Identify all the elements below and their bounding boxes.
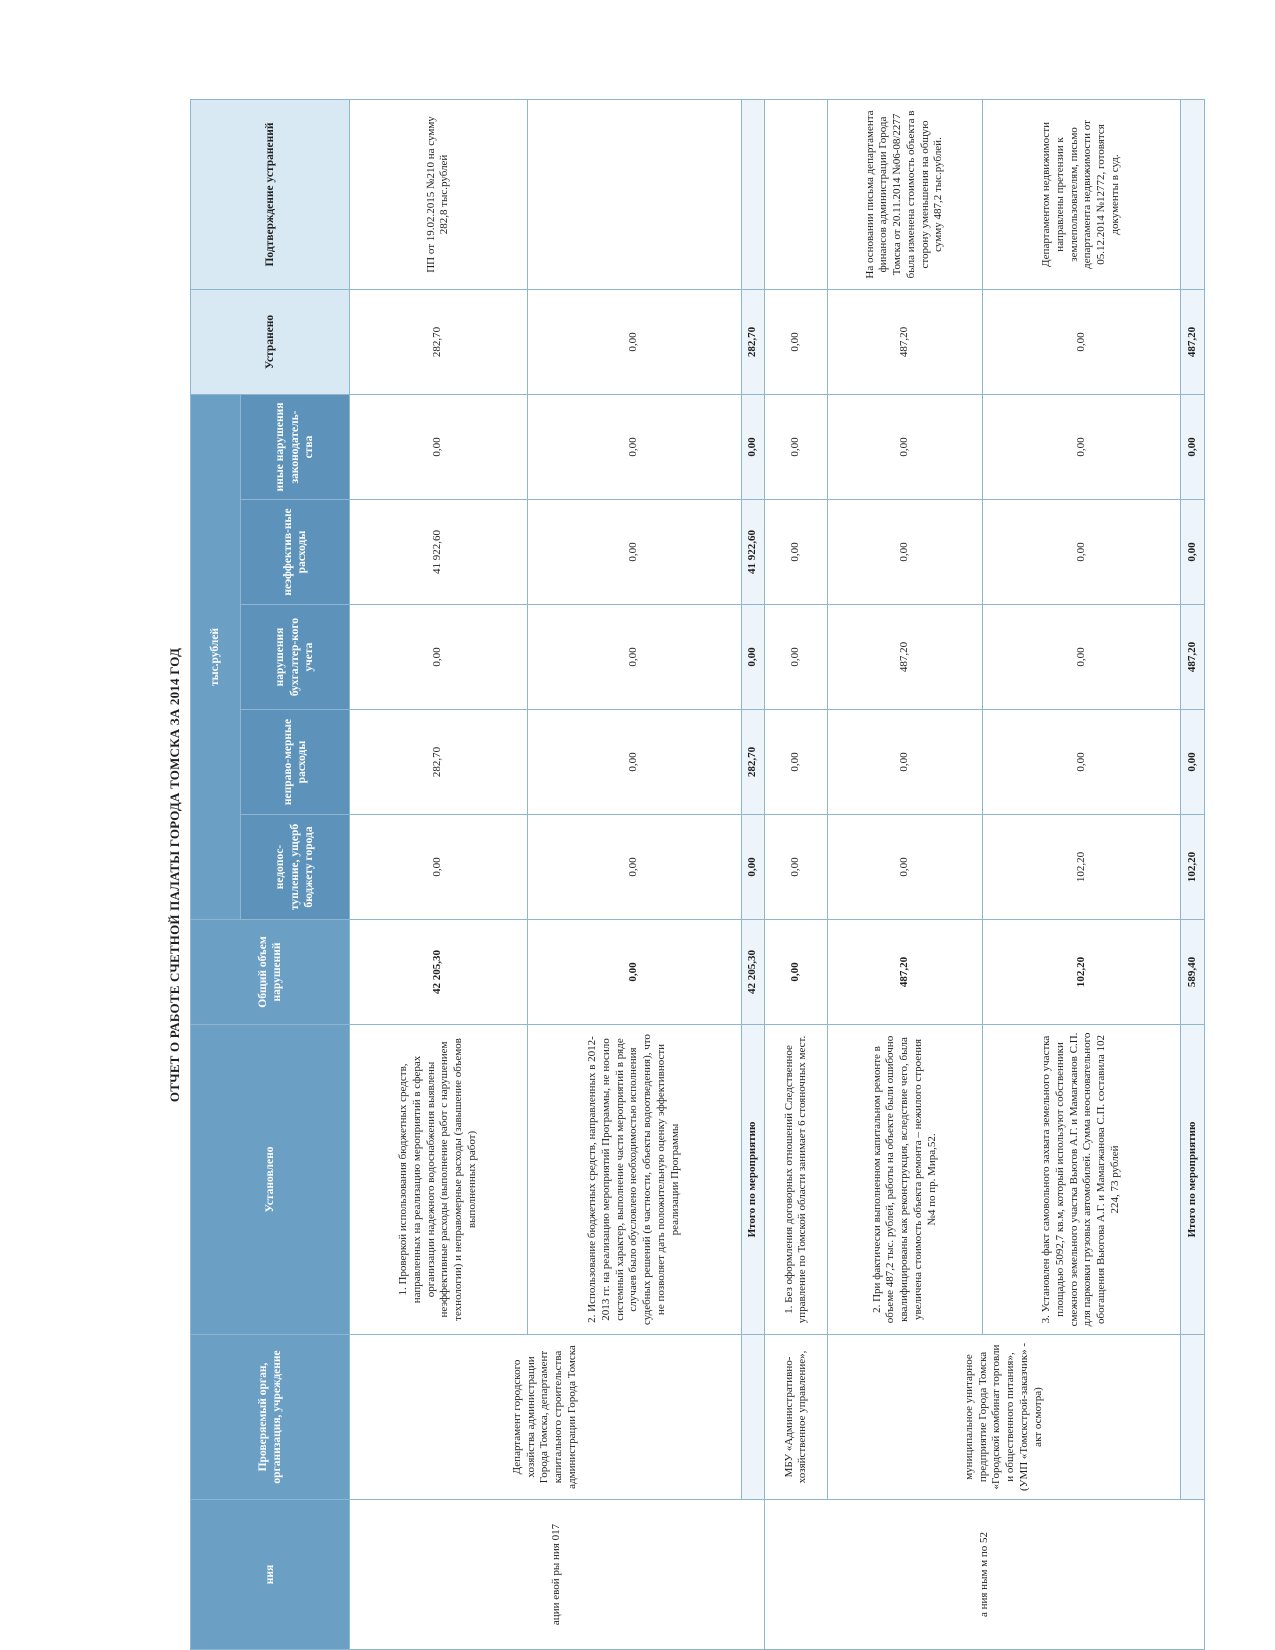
value-cell: 0,00 bbox=[828, 500, 983, 605]
header-sub-shortfall: недопос-тупление, ущерб бюджету города bbox=[241, 815, 350, 920]
total-cell: 102,20 bbox=[982, 920, 1180, 1025]
value-cell: 41 922,60 bbox=[350, 500, 528, 605]
total-cell: 487,20 bbox=[828, 920, 983, 1025]
empty-cell bbox=[1181, 1335, 1205, 1500]
header-sub-other: иные нарушения законодатель-ства bbox=[241, 394, 350, 499]
total-cell: 42 205,30 bbox=[350, 920, 528, 1025]
value-cell: 0,00 bbox=[741, 815, 765, 920]
header-sub-unlawful: неправо-мерные расходы bbox=[241, 710, 350, 815]
subtotal-row bbox=[741, 99, 765, 1649]
table-row bbox=[350, 99, 528, 1649]
fixed-cell: 0,00 bbox=[982, 289, 1180, 394]
value-cell: 102,20 bbox=[982, 815, 1180, 920]
value-cell: 0,00 bbox=[527, 815, 741, 920]
fixed-cell: 282,70 bbox=[741, 289, 765, 394]
report-table-container bbox=[190, 100, 1205, 1650]
event-cell: а ния ным м по 52 bbox=[765, 1500, 1205, 1650]
empty-cell bbox=[741, 1335, 765, 1500]
header-total: Общий объем нарушений bbox=[191, 920, 350, 1025]
found-cell: 3. Установлен факт самовольного захвата земельного участка площадью 5092,7 кв.м, который используют собственники смежного земельного участка Вьюгов А.Г. и Мамагжанов С.П. для парковки грузовых автомобилей. Сумма неосновательного обогащения Вьюгова А.Г. и Мамагжанова С.П. составила 102 224, 73 рублей bbox=[982, 1025, 1180, 1335]
value-cell: 487,20 bbox=[1181, 605, 1205, 710]
report-table bbox=[190, 99, 1205, 1650]
header-found: Установлено bbox=[191, 1025, 350, 1335]
value-cell: 0,00 bbox=[527, 710, 741, 815]
header-sub-ineffective: неэффектив-ные расходы bbox=[241, 500, 350, 605]
total-cell: 42 205,30 bbox=[741, 920, 765, 1025]
event-cell: ации евой ры ния 017 bbox=[350, 1500, 765, 1650]
value-cell: 0,00 bbox=[828, 815, 983, 920]
value-cell: 0,00 bbox=[350, 815, 528, 920]
header-group-units: тыс.рублей bbox=[191, 394, 241, 919]
value-cell: 0,00 bbox=[982, 710, 1180, 815]
confirm-cell bbox=[765, 99, 828, 289]
value-cell: 41 922,60 bbox=[741, 500, 765, 605]
value-cell: 0,00 bbox=[828, 394, 983, 499]
value-cell: 0,00 bbox=[765, 500, 828, 605]
found-cell: 2. При фактически выполненном капитальном ремонте в объеме 487,2 тыс. рублей, работы на объекте были ошибочно квалифицированы как реконструкция, вследствие чего, была увеличена стоимость объекта ремонта – нежилого строения №4 по пр. Мира,52. bbox=[828, 1025, 983, 1335]
body-cell: МБУ «Административно-хозяйственное управление», bbox=[765, 1335, 828, 1500]
value-cell: 0,00 bbox=[1181, 710, 1205, 815]
found-cell: 2. Использование бюджетных средств, направленных в 2012-2013 гг. на реализацию мероприятий Программы, не носило системный характер, выполнение части мероприятий в ряде случаев было обусловлено необходимостью исполнения судебных решений (в частности, объекты водоотведения), что не позволяет дать положительную оценку эффективности реализации Программы bbox=[527, 1025, 741, 1335]
body-cell: Департамент городского хозяйства администрации Города Томска, департамент капитального строительства администрации Города Томска bbox=[350, 1335, 742, 1500]
value-cell: 0,00 bbox=[741, 605, 765, 710]
table-row bbox=[828, 99, 983, 1649]
empty-cell bbox=[1181, 99, 1205, 289]
fixed-cell: 487,20 bbox=[828, 289, 983, 394]
value-cell: 102,20 bbox=[1181, 815, 1205, 920]
value-cell: 0,00 bbox=[828, 710, 983, 815]
subtotal-label: Итого по мероприятию bbox=[741, 1025, 765, 1335]
header-confirm: Подтверждение устранений bbox=[191, 99, 350, 289]
empty-cell bbox=[741, 99, 765, 289]
value-cell: 0,00 bbox=[982, 394, 1180, 499]
confirm-cell: На основании письма департамента финансов администрации Города Томска от 20.11.2014 №06-08/2277 была изменена стоимость объекта в сторону уменьшения на общую сумму 487,2 тыс.рублей. bbox=[828, 99, 983, 289]
found-cell: 1. Без оформления договорных отношений Следственное управление по Томской области занимает 6 стояночных мест. bbox=[765, 1025, 828, 1335]
value-cell: 0,00 bbox=[1181, 394, 1205, 499]
value-cell: 0,00 bbox=[741, 394, 765, 499]
value-cell: 0,00 bbox=[765, 815, 828, 920]
value-cell: 0,00 bbox=[527, 605, 741, 710]
confirm-cell bbox=[527, 99, 741, 289]
value-cell: 487,20 bbox=[828, 605, 983, 710]
value-cell: 0,00 bbox=[765, 394, 828, 499]
fixed-cell: 0,00 bbox=[765, 289, 828, 394]
body-cell: муниципальное унитарное предприятие Города Томска «Городской комбинат торговли и общественного питания», (УМП «Томскстрой-заказчик» - акт осмотра) bbox=[828, 1335, 1181, 1500]
header-fixed: Устранено bbox=[191, 289, 350, 394]
subtotal-row bbox=[1181, 99, 1205, 1649]
value-cell: 0,00 bbox=[982, 605, 1180, 710]
header-sub-accounting: нарушения бухгалтер-кого учета bbox=[241, 605, 350, 710]
value-cell: 0,00 bbox=[765, 605, 828, 710]
confirm-cell: ПП от 19.02.2015 №210 на сумму 282,8 тыс.рублей bbox=[350, 99, 528, 289]
confirm-cell: Департаментом недвижимости направлены претензии к землепользователям, письмо департамента недвижимости от 05.12.2014 №12772, готовятся документы в суд. bbox=[982, 99, 1180, 289]
page-title: ОТЧЕТ О РАБОТЕ СЧЕТНОЙ ПАЛАТЫ ГОРОДА ТОМСКА ЗА 2014 ГОД bbox=[167, 647, 182, 1103]
fixed-cell: 0,00 bbox=[527, 289, 741, 394]
total-cell: 0,00 bbox=[527, 920, 741, 1025]
value-cell: 0,00 bbox=[350, 605, 528, 710]
total-cell: 589,40 bbox=[1181, 920, 1205, 1025]
value-cell: 0,00 bbox=[1181, 500, 1205, 605]
fixed-cell: 282,70 bbox=[350, 289, 528, 394]
total-cell: 0,00 bbox=[765, 920, 828, 1025]
value-cell: 0,00 bbox=[982, 500, 1180, 605]
value-cell: 0,00 bbox=[527, 500, 741, 605]
value-cell: 0,00 bbox=[527, 394, 741, 499]
value-cell: 0,00 bbox=[765, 710, 828, 815]
fixed-cell: 487,20 bbox=[1181, 289, 1205, 394]
table-row bbox=[765, 99, 828, 1649]
subtotal-label: Итого по мероприятию bbox=[1181, 1025, 1205, 1335]
found-cell: 1. Проверкой использования бюджетных средств, направленных на реализацию мероприятий в сферах организации надежного водоснабжения выявлены неэффективные расходы (выполнение работ с нарушением технологии) и неправомерные расходы (завышение объемов выполненных работ) bbox=[350, 1025, 528, 1335]
header-event: ния bbox=[191, 1500, 350, 1650]
value-cell: 282,70 bbox=[350, 710, 528, 815]
header-body: Проверяемый орган, организация, учреждение bbox=[191, 1335, 350, 1500]
value-cell: 0,00 bbox=[350, 394, 528, 499]
value-cell: 282,70 bbox=[741, 710, 765, 815]
